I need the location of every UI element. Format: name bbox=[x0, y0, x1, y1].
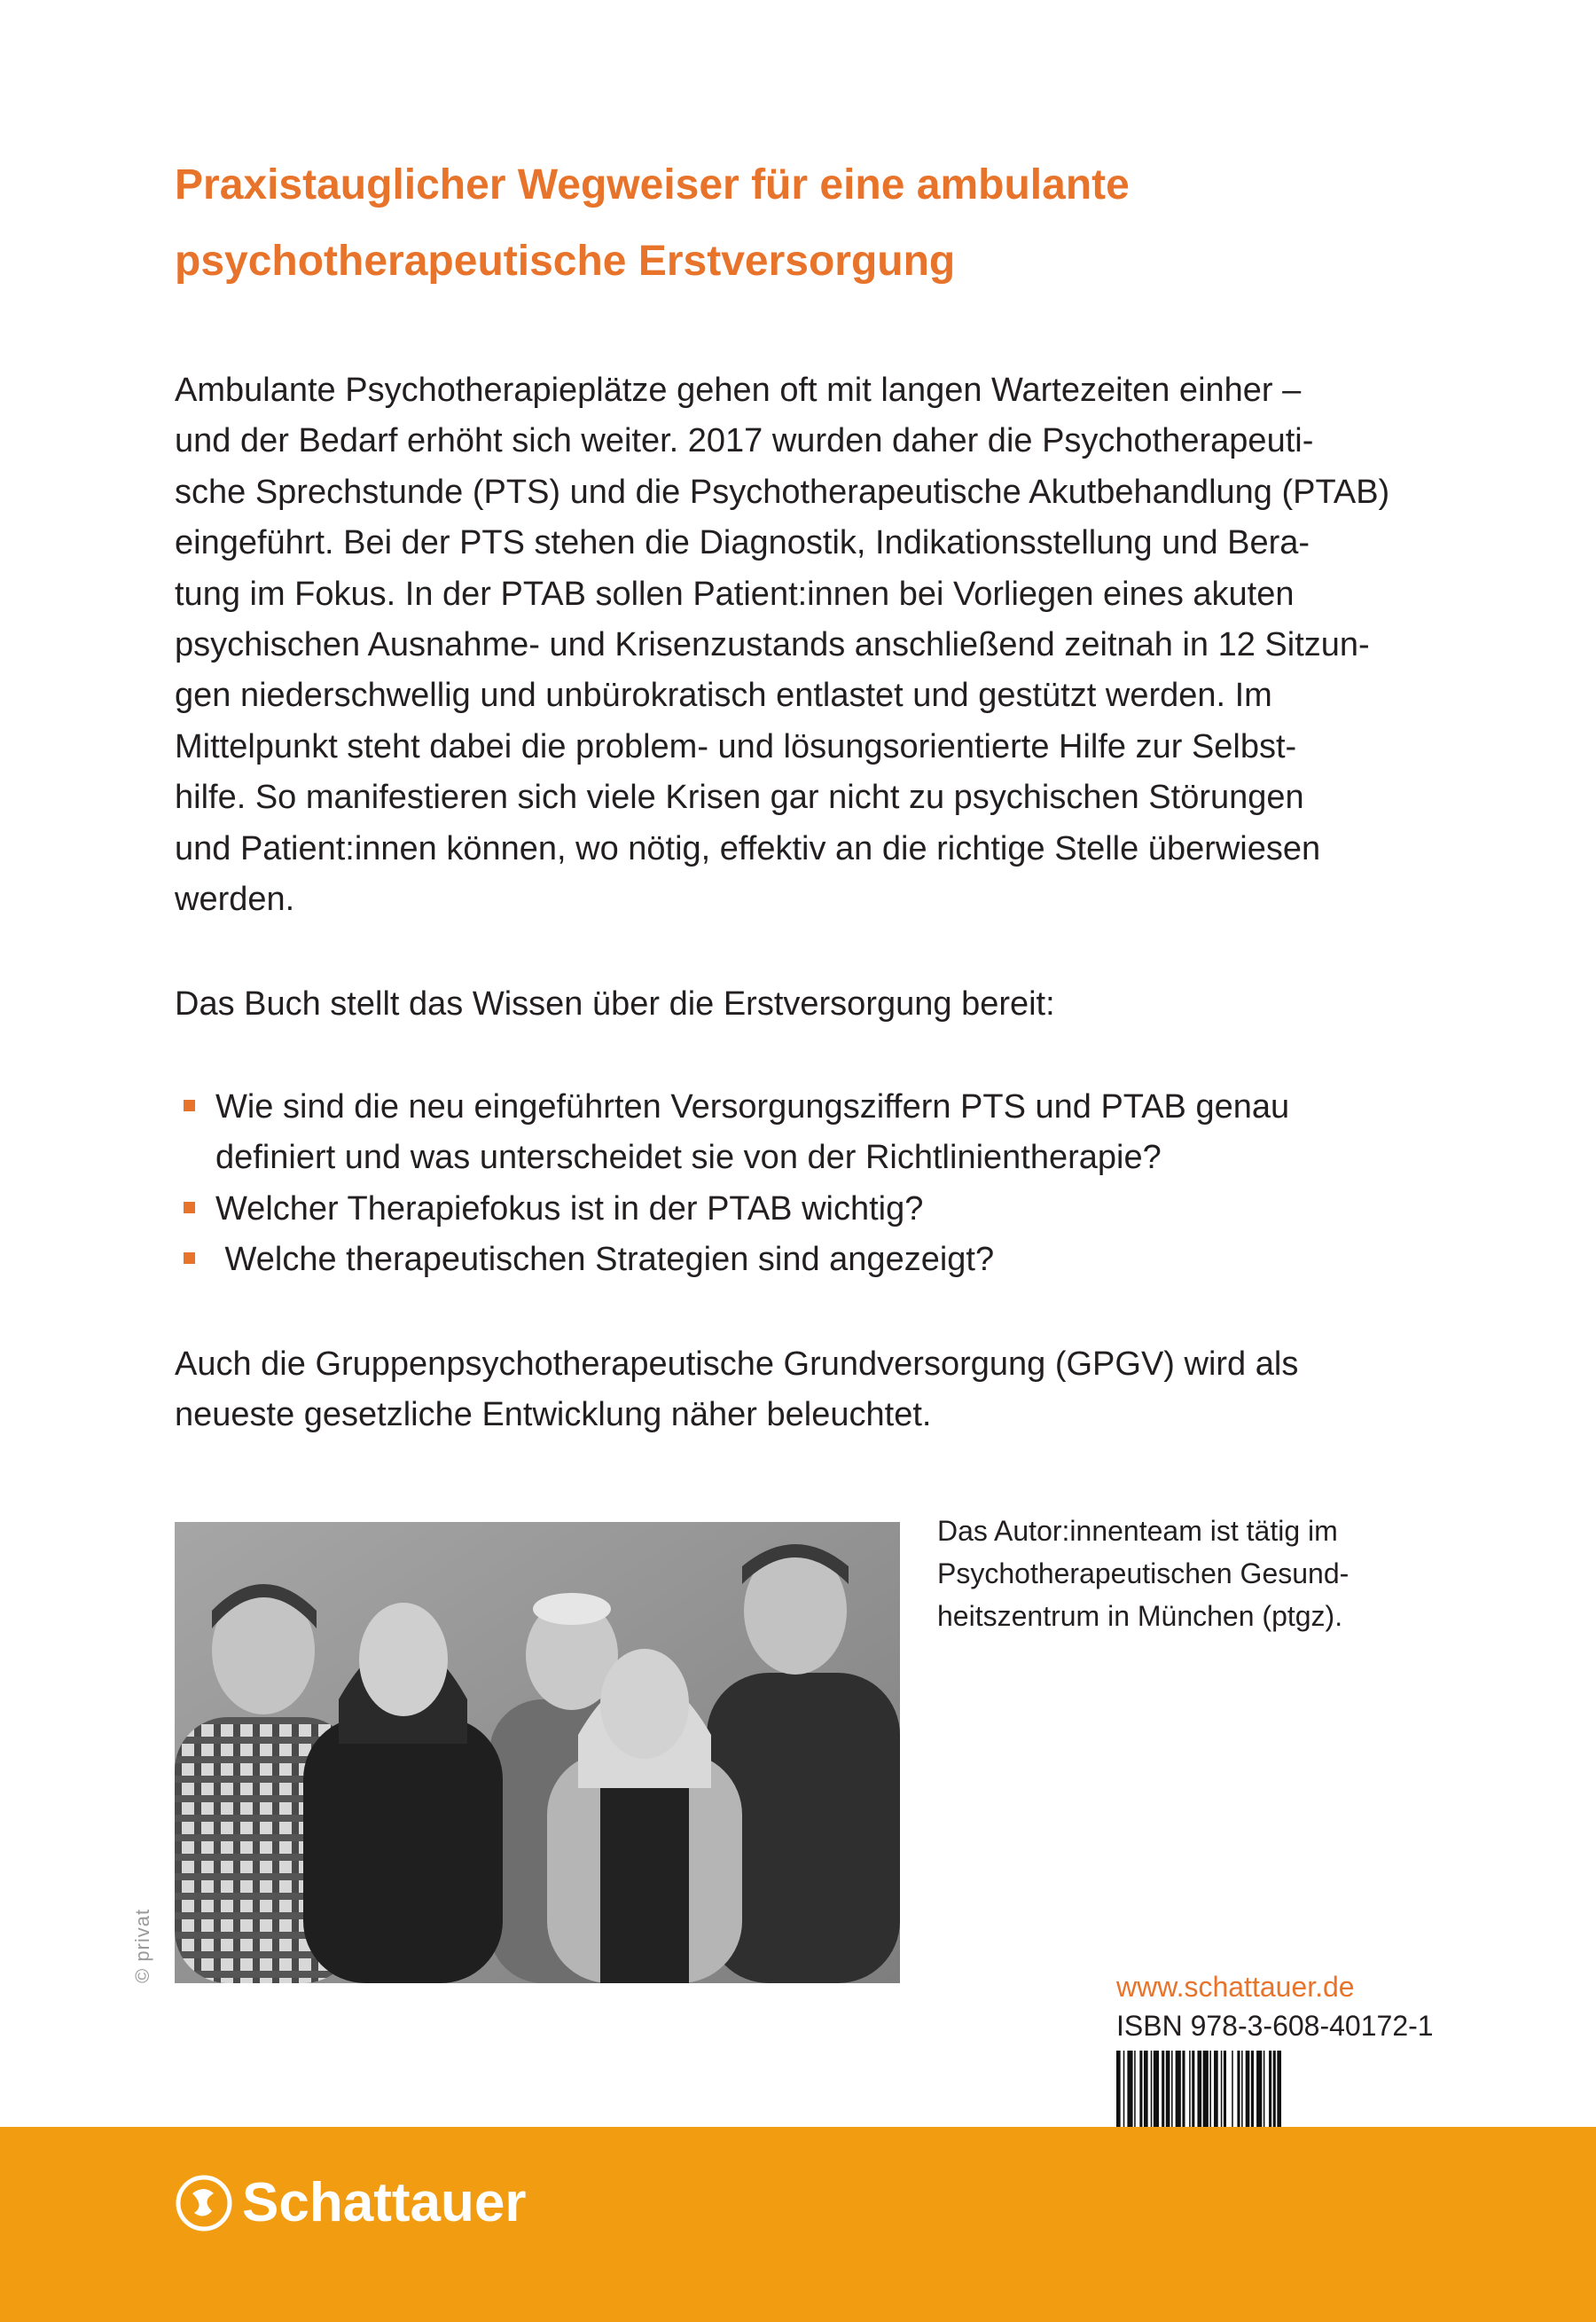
barcode-bar bbox=[1197, 2051, 1201, 2127]
barcode-bar bbox=[1176, 2051, 1181, 2127]
barcode-bar bbox=[1224, 2051, 1226, 2127]
barcode-bar bbox=[1241, 2051, 1243, 2127]
barcode-bar bbox=[1127, 2051, 1132, 2127]
barcode-bar bbox=[1144, 2051, 1148, 2127]
list-item-line: Welche therapeutischen Strategien sind angezeigt? bbox=[215, 1241, 995, 1279]
barcode-bar bbox=[1221, 2051, 1223, 2127]
barcode-bar bbox=[1209, 2051, 1211, 2127]
intro-paragraph bbox=[175, 365, 1434, 925]
intro-line: sche Sprechstunde (PTS) und die Psychotherapeutische Akutbehandlung (PTAB) bbox=[175, 473, 1390, 511]
publisher-footer bbox=[0, 2127, 1596, 2322]
barcode-bar bbox=[1277, 2051, 1281, 2127]
list-item bbox=[175, 1184, 1434, 1235]
list-item-line: Welcher Therapiefokus ist in der PTAB wichtig? bbox=[215, 1189, 924, 1228]
intro-line: eingeführt. Bei der PTS stehen die Diagnostik, Indikationsstellung und Bera- bbox=[175, 524, 1310, 562]
caption-line: heitszentrum in München (ptgz). bbox=[937, 1600, 1343, 1632]
list-item-line: Wie sind die neu eingeführten Versorgungsziffern PTS und PTAB genau bbox=[215, 1088, 1290, 1126]
barcode-bar bbox=[1154, 2051, 1159, 2127]
barcode-bar bbox=[1264, 2051, 1265, 2127]
barcode-bar bbox=[1189, 2051, 1191, 2127]
intro-line: Mittelpunkt steht dabei die problem- und lösungsorientierte Hilfe zur Selbst- bbox=[175, 727, 1297, 765]
barcode-bar bbox=[1123, 2051, 1125, 2127]
barcode-bar bbox=[1214, 2051, 1218, 2127]
intro-line: gen niederschwellig und unbürokratisch entlastet und gestützt werden. Im bbox=[175, 677, 1272, 715]
square-bullet-icon bbox=[184, 1100, 195, 1111]
barcode-bar bbox=[1256, 2051, 1262, 2127]
outro-line: Auch die Gruppenpsychotherapeutische Grundversorgung (GPGV) wird als bbox=[175, 1345, 1299, 1383]
barcode-bar bbox=[1232, 2051, 1233, 2127]
isbn-number: ISBN 978-3-608-40172-1 bbox=[1116, 2010, 1434, 2042]
intro-line: und Patient:innen können, wo nötig, effektiv an die richtige Stelle überwiesen bbox=[175, 829, 1321, 867]
title-line: Praxistauglicher Wegweiser für eine ambulante bbox=[175, 161, 1130, 208]
intro-line: tung im Fokus. In der PTAB sollen Patient:innen bei Vorliegen eines akuten bbox=[175, 575, 1295, 613]
intro-line: hilfe. So manifestieren sich viele Krisen gar nicht zu psychischen Störungen bbox=[175, 779, 1304, 817]
barcode-bar bbox=[1251, 2051, 1254, 2127]
caption-line: Psychotherapeutischen Gesund- bbox=[937, 1557, 1350, 1589]
barcode bbox=[1116, 2051, 1428, 2127]
author-team-photo-illustration bbox=[175, 1522, 900, 1983]
barcode-bar bbox=[1182, 2051, 1185, 2127]
list-item bbox=[175, 1235, 1434, 1285]
barcode-bar bbox=[1203, 2051, 1209, 2127]
intro-line: Ambulante Psychotherapieplätze gehen oft mit langen Wartezeiten einher – bbox=[175, 372, 1302, 409]
intro-line: psychischen Ausnahme- und Krisenzustands anschließend zeitnah in 12 Sitzun- bbox=[175, 626, 1370, 664]
barcode-bar bbox=[1162, 2051, 1164, 2127]
schattauer-logo-icon bbox=[175, 2174, 233, 2232]
list-item-line: definiert und was unterscheidet sie von der Richtlinientherapie? bbox=[215, 1139, 1162, 1177]
barcode-bar bbox=[1269, 2051, 1271, 2127]
outro-line: neueste gesetzliche Entwicklung näher beleuchtet. bbox=[175, 1396, 932, 1434]
intro-line: und der Bedarf erhöht sich weiter. 2017 wurden daher die Psychotherapeuti- bbox=[175, 422, 1314, 460]
barcode-bar bbox=[1192, 2051, 1194, 2127]
square-bullet-icon bbox=[184, 1252, 195, 1264]
lead-line: Das Buch stellt das Wissen über die Erstversorgung bereit: bbox=[175, 985, 1055, 1023]
outro-paragraph bbox=[175, 1339, 1434, 1441]
barcode-bar bbox=[1171, 2051, 1173, 2127]
intro-line: werden. bbox=[175, 881, 295, 919]
barcode-bar bbox=[1237, 2051, 1240, 2127]
question-list bbox=[175, 1082, 1434, 1286]
barcode-bar bbox=[1246, 2051, 1250, 2127]
barcode-bar bbox=[1166, 2051, 1170, 2127]
barcode-bar bbox=[1273, 2051, 1276, 2127]
square-bullet-icon bbox=[184, 1202, 195, 1213]
author-team-caption bbox=[937, 1510, 1434, 1637]
author-team-photo bbox=[175, 1522, 900, 1983]
publisher-website-link[interactable]: www.schattauer.de bbox=[1116, 1971, 1355, 2003]
title-line: psychotherapeutische Erstversorgung bbox=[175, 238, 956, 285]
barcode-bar bbox=[1116, 2051, 1121, 2127]
caption-line: Das Autor:innenteam ist tätig im bbox=[937, 1515, 1338, 1547]
list-item bbox=[175, 1082, 1434, 1184]
barcode-bar bbox=[1134, 2051, 1136, 2127]
publisher-logo bbox=[175, 2168, 526, 2239]
lead-paragraph bbox=[175, 979, 1434, 1030]
book-title bbox=[175, 147, 1460, 300]
barcode-bar bbox=[1151, 2051, 1153, 2127]
photo-credit: © privat bbox=[131, 1908, 153, 1983]
publisher-name: Schattauer bbox=[242, 2172, 527, 2233]
barcode-bar bbox=[1139, 2051, 1142, 2127]
